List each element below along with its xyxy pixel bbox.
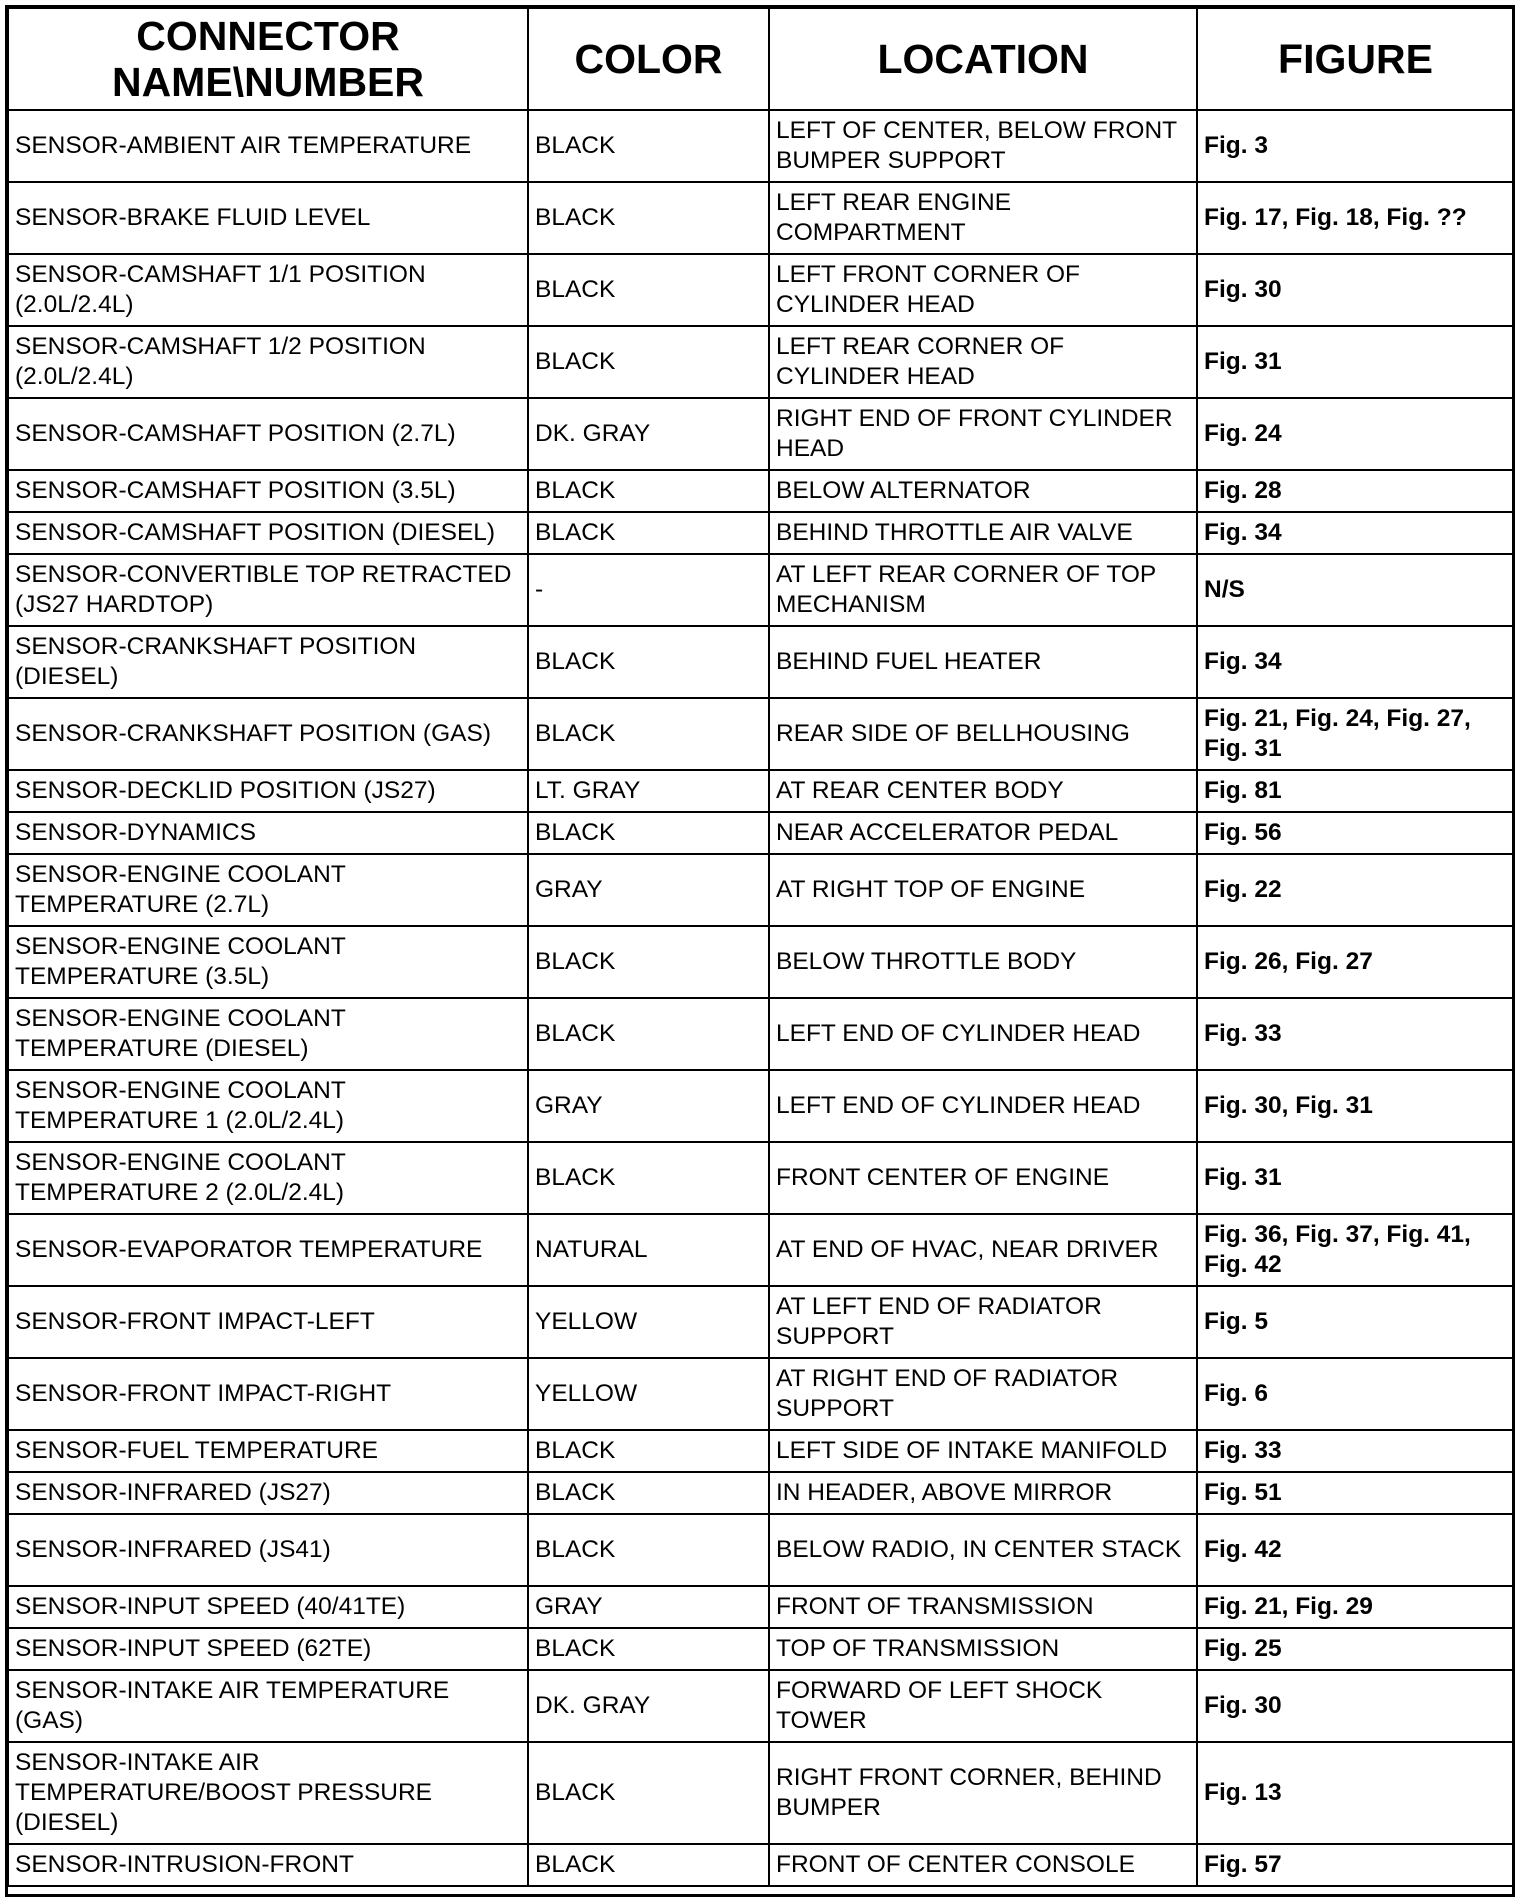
cell-color: GRAY bbox=[528, 1586, 769, 1628]
cell-color: BLACK bbox=[528, 512, 769, 554]
table-row bbox=[8, 1586, 1514, 1628]
cell-connector-name: SENSOR-INFRARED (JS27) bbox=[8, 1472, 528, 1514]
header-figure: FIGURE bbox=[1197, 8, 1514, 110]
cell-connector-name: SENSOR-ENGINE COOLANT TEMPERATURE (3.5L) bbox=[8, 926, 528, 998]
header-connector-name: CONNECTOR NAME\NUMBER bbox=[8, 8, 528, 110]
table-row bbox=[8, 326, 1514, 398]
cell-figure: Fig. 30 bbox=[1197, 254, 1514, 326]
cell-color: BLACK bbox=[528, 1742, 769, 1844]
table-row bbox=[8, 1070, 1514, 1142]
cell-location: FORWARD OF LEFT SHOCK TOWER bbox=[769, 1670, 1197, 1742]
cell-connector-name: SENSOR-EVAPORATOR TEMPERATURE bbox=[8, 1214, 528, 1286]
table-row bbox=[8, 926, 1514, 998]
cell-connector-name: SENSOR-INTAKE AIR TEMPERATURE (GAS) bbox=[8, 1670, 528, 1742]
cell-location: LEFT REAR CORNER OF CYLINDER HEAD bbox=[769, 326, 1197, 398]
cell-location: NEAR ACCELERATOR PEDAL bbox=[769, 812, 1197, 854]
cell-location: IN HEADER, ABOVE MIRROR bbox=[769, 1472, 1197, 1514]
table-row bbox=[8, 512, 1514, 554]
cell-figure: Fig. 56 bbox=[1197, 812, 1514, 854]
cell-connector-name: SENSOR-ENGINE COOLANT TEMPERATURE 1 (2.0L/2.4L) bbox=[8, 1070, 528, 1142]
table-row bbox=[8, 854, 1514, 926]
table-row bbox=[8, 1142, 1514, 1214]
cell-location: REAR SIDE OF BELLHOUSING bbox=[769, 698, 1197, 770]
table-row bbox=[8, 254, 1514, 326]
cell-connector-name: SENSOR-INPUT SPEED (40/41TE) bbox=[8, 1586, 528, 1628]
cell-location: RIGHT END OF FRONT CYLINDER HEAD bbox=[769, 398, 1197, 470]
cell-color: BLACK bbox=[528, 698, 769, 770]
cell-location: RIGHT FRONT CORNER, BEHIND BUMPER bbox=[769, 1742, 1197, 1844]
table-row bbox=[8, 1358, 1514, 1430]
cell-figure: Fig. 24 bbox=[1197, 398, 1514, 470]
cell-connector-name: SENSOR-INPUT SPEED (62TE) bbox=[8, 1628, 528, 1670]
cell-color: BLACK bbox=[528, 1472, 769, 1514]
cell-color: BLACK bbox=[528, 182, 769, 254]
cell-color: - bbox=[528, 554, 769, 626]
table-row bbox=[8, 626, 1514, 698]
cell-figure: Fig. 57 bbox=[1197, 1844, 1514, 1886]
cell-color: BLACK bbox=[528, 254, 769, 326]
cell-connector-name: SENSOR-CAMSHAFT 1/1 POSITION (2.0L/2.4L) bbox=[8, 254, 528, 326]
cell-color: BLACK bbox=[528, 110, 769, 182]
cell-connector-name: SENSOR-FUEL TEMPERATURE bbox=[8, 1430, 528, 1472]
cell-figure: Fig. 81 bbox=[1197, 770, 1514, 812]
table-row bbox=[8, 1214, 1514, 1286]
cell-figure: Fig. 33 bbox=[1197, 1430, 1514, 1472]
cell-color: GRAY bbox=[528, 854, 769, 926]
cell-color: BLACK bbox=[528, 998, 769, 1070]
cell-figure: Fig. 3 bbox=[1197, 110, 1514, 182]
cell-connector-name: SENSOR-CAMSHAFT POSITION (3.5L) bbox=[8, 470, 528, 512]
cell-color: GRAY bbox=[528, 1070, 769, 1142]
cell-location: AT RIGHT TOP OF ENGINE bbox=[769, 854, 1197, 926]
cell-location: BEHIND FUEL HEATER bbox=[769, 626, 1197, 698]
cell-location: FRONT OF CENTER CONSOLE bbox=[769, 1844, 1197, 1886]
connector-table bbox=[7, 7, 1515, 1887]
table-row bbox=[8, 1742, 1514, 1844]
cell-figure: Fig. 42 bbox=[1197, 1514, 1514, 1586]
cell-color: BLACK bbox=[528, 926, 769, 998]
cell-figure: Fig. 5 bbox=[1197, 1286, 1514, 1358]
cell-connector-name: SENSOR-INTRUSION-FRONT bbox=[8, 1844, 528, 1886]
table-body bbox=[8, 110, 1514, 1886]
cell-color: BLACK bbox=[528, 1628, 769, 1670]
cell-location: BELOW ALTERNATOR bbox=[769, 470, 1197, 512]
table-row bbox=[8, 1430, 1514, 1472]
cell-color: BLACK bbox=[528, 470, 769, 512]
header-color: COLOR bbox=[528, 8, 769, 110]
cell-location: TOP OF TRANSMISSION bbox=[769, 1628, 1197, 1670]
table-row bbox=[8, 554, 1514, 626]
cell-connector-name: SENSOR-INTAKE AIR TEMPERATURE/BOOST PRESSURE (DIESEL) bbox=[8, 1742, 528, 1844]
header-location: LOCATION bbox=[769, 8, 1197, 110]
cell-connector-name: SENSOR-CRANKSHAFT POSITION (GAS) bbox=[8, 698, 528, 770]
cell-location: AT LEFT REAR CORNER OF TOP MECHANISM bbox=[769, 554, 1197, 626]
cell-color: LT. GRAY bbox=[528, 770, 769, 812]
cell-color: BLACK bbox=[528, 1142, 769, 1214]
cell-location: LEFT END OF CYLINDER HEAD bbox=[769, 1070, 1197, 1142]
cell-location: LEFT REAR ENGINE COMPARTMENT bbox=[769, 182, 1197, 254]
cell-connector-name: SENSOR-INFRARED (JS41) bbox=[8, 1514, 528, 1586]
cell-connector-name: SENSOR-ENGINE COOLANT TEMPERATURE 2 (2.0L/2.4L) bbox=[8, 1142, 528, 1214]
cell-location: FRONT CENTER OF ENGINE bbox=[769, 1142, 1197, 1214]
cell-figure: Fig. 25 bbox=[1197, 1628, 1514, 1670]
cell-color: BLACK bbox=[528, 1514, 769, 1586]
cell-location: LEFT OF CENTER, BELOW FRONT BUMPER SUPPORT bbox=[769, 110, 1197, 182]
cell-figure: Fig. 17, Fig. 18, Fig. ?? bbox=[1197, 182, 1514, 254]
cell-location: LEFT END OF CYLINDER HEAD bbox=[769, 998, 1197, 1070]
cell-connector-name: SENSOR-FRONT IMPACT-RIGHT bbox=[8, 1358, 528, 1430]
cell-figure: Fig. 28 bbox=[1197, 470, 1514, 512]
cell-connector-name: SENSOR-ENGINE COOLANT TEMPERATURE (2.7L) bbox=[8, 854, 528, 926]
cell-location: LEFT FRONT CORNER OF CYLINDER HEAD bbox=[769, 254, 1197, 326]
cell-color: YELLOW bbox=[528, 1358, 769, 1430]
cell-figure: Fig. 26, Fig. 27 bbox=[1197, 926, 1514, 998]
cell-figure: Fig. 30, Fig. 31 bbox=[1197, 1070, 1514, 1142]
cell-figure: Fig. 36, Fig. 37, Fig. 41, Fig. 42 bbox=[1197, 1214, 1514, 1286]
table-row bbox=[8, 1472, 1514, 1514]
cell-connector-name: SENSOR-AMBIENT AIR TEMPERATURE bbox=[8, 110, 528, 182]
cell-location: LEFT SIDE OF INTAKE MANIFOLD bbox=[769, 1430, 1197, 1472]
cell-connector-name: SENSOR-DECKLID POSITION (JS27) bbox=[8, 770, 528, 812]
table-row bbox=[8, 1628, 1514, 1670]
cell-color: DK. GRAY bbox=[528, 1670, 769, 1742]
cell-connector-name: SENSOR-CAMSHAFT POSITION (2.7L) bbox=[8, 398, 528, 470]
table-row bbox=[8, 182, 1514, 254]
cell-color: NATURAL bbox=[528, 1214, 769, 1286]
cell-connector-name: SENSOR-FRONT IMPACT-LEFT bbox=[8, 1286, 528, 1358]
cell-location: FRONT OF TRANSMISSION bbox=[769, 1586, 1197, 1628]
cell-figure: Fig. 31 bbox=[1197, 326, 1514, 398]
cell-color: BLACK bbox=[528, 326, 769, 398]
cell-color: BLACK bbox=[528, 1430, 769, 1472]
cell-location: AT END OF HVAC, NEAR DRIVER bbox=[769, 1214, 1197, 1286]
table-row bbox=[8, 998, 1514, 1070]
cell-figure: Fig. 21, Fig. 24, Fig. 27, Fig. 31 bbox=[1197, 698, 1514, 770]
table-row bbox=[8, 1514, 1514, 1586]
table-row bbox=[8, 698, 1514, 770]
cell-connector-name: SENSOR-ENGINE COOLANT TEMPERATURE (DIESEL) bbox=[8, 998, 528, 1070]
table-row bbox=[8, 1286, 1514, 1358]
cell-connector-name: SENSOR-BRAKE FLUID LEVEL bbox=[8, 182, 528, 254]
table-row bbox=[8, 770, 1514, 812]
cell-connector-name: SENSOR-CAMSHAFT POSITION (DIESEL) bbox=[8, 512, 528, 554]
cell-figure: Fig. 34 bbox=[1197, 512, 1514, 554]
cell-color: BLACK bbox=[528, 1844, 769, 1886]
cell-figure: Fig. 30 bbox=[1197, 1670, 1514, 1742]
cell-connector-name: SENSOR-DYNAMICS bbox=[8, 812, 528, 854]
cell-color: YELLOW bbox=[528, 1286, 769, 1358]
cell-connector-name: SENSOR-CAMSHAFT 1/2 POSITION (2.0L/2.4L) bbox=[8, 326, 528, 398]
cell-connector-name: SENSOR-CONVERTIBLE TOP RETRACTED (JS27 HARDTOP) bbox=[8, 554, 528, 626]
cell-figure: Fig. 13 bbox=[1197, 1742, 1514, 1844]
cell-figure: Fig. 31 bbox=[1197, 1142, 1514, 1214]
cell-figure: Fig. 33 bbox=[1197, 998, 1514, 1070]
cell-location: AT RIGHT END OF RADIATOR SUPPORT bbox=[769, 1358, 1197, 1430]
cell-figure: Fig. 22 bbox=[1197, 854, 1514, 926]
table-row bbox=[8, 812, 1514, 854]
table-row bbox=[8, 1844, 1514, 1886]
header-row bbox=[8, 8, 1514, 110]
table-row bbox=[8, 398, 1514, 470]
table-row bbox=[8, 1670, 1514, 1742]
cell-figure: Fig. 6 bbox=[1197, 1358, 1514, 1430]
cell-figure: N/S bbox=[1197, 554, 1514, 626]
cell-location: AT REAR CENTER BODY bbox=[769, 770, 1197, 812]
cell-figure: Fig. 51 bbox=[1197, 1472, 1514, 1514]
cell-location: AT LEFT END OF RADIATOR SUPPORT bbox=[769, 1286, 1197, 1358]
cell-connector-name: SENSOR-CRANKSHAFT POSITION (DIESEL) bbox=[8, 626, 528, 698]
cell-figure: Fig. 21, Fig. 29 bbox=[1197, 1586, 1514, 1628]
cell-color: DK. GRAY bbox=[528, 398, 769, 470]
cell-color: BLACK bbox=[528, 812, 769, 854]
cell-location: BELOW RADIO, IN CENTER STACK bbox=[769, 1514, 1197, 1586]
table-row bbox=[8, 470, 1514, 512]
cell-location: BEHIND THROTTLE AIR VALVE bbox=[769, 512, 1197, 554]
cell-color: BLACK bbox=[528, 626, 769, 698]
table-row bbox=[8, 110, 1514, 182]
cell-figure: Fig. 34 bbox=[1197, 626, 1514, 698]
cell-location: BELOW THROTTLE BODY bbox=[769, 926, 1197, 998]
